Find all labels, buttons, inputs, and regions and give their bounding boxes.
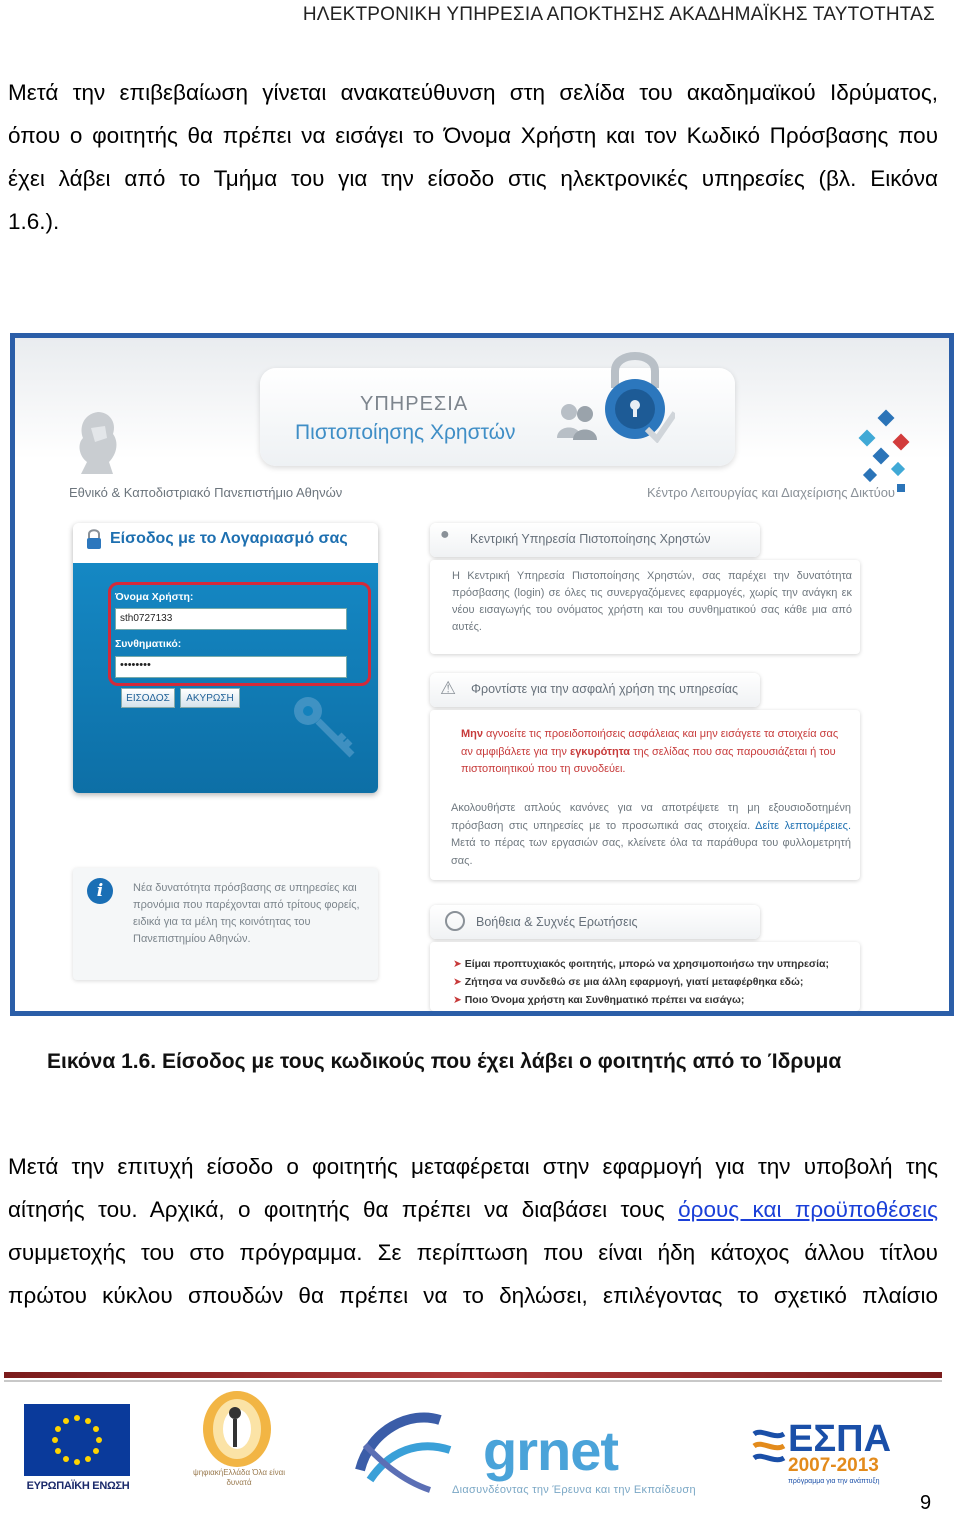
warning-icon: ⚠	[440, 678, 457, 698]
eu-label: ΕΥΡΩΠΑΪΚΗ ΕΝΩΣΗ	[26, 1480, 130, 1492]
warning-emphasis: εγκυρότητα	[569, 745, 631, 758]
grnet-logo-icon	[350, 1400, 460, 1500]
paragraph-line: Μετά την επιτυχή είσοδο ο φοιτητής μεταφέρεται στην εφαρμογή για την υποβολή της	[8, 1154, 938, 1179]
arrow-icon: ➤	[453, 958, 465, 970]
arrow-icon: ➤	[453, 994, 465, 1006]
info-text: Νέα δυνατότητα πρόσβασης σε υπηρεσίες και προνόμια που παρέχονται από τρίτους φορείς, ειδικά για τα μέλη της κοινότητας του Πανεπιστημίου Αθηνών.	[133, 882, 360, 945]
paragraph-line: πρώτου κύκλου σπουδών θα πρέπει να το δηλώσει, επιλέγοντας το σχετικό πλαίσιο	[8, 1283, 938, 1308]
password-input[interactable]: ••••••••	[115, 656, 347, 678]
password-label: Συνθηματικό:	[115, 638, 182, 650]
safety-title: Φροντίστε για την ασφαλή χρήση της υπηρεσίας	[471, 682, 738, 696]
lock-icon	[85, 528, 103, 550]
users-icon	[555, 400, 600, 440]
details-link[interactable]: Δείτε λεπτομέρειες.	[755, 819, 851, 832]
service-title-line2: Πιστοποίησης Χρηστών	[295, 421, 516, 444]
paragraph-line	[8, 1188, 938, 1231]
espa-logo	[752, 1420, 892, 1498]
espa-subtitle: πρόγραμμα για την ανάπτυξη	[788, 1478, 880, 1485]
username-label: Όνομα Χρήστη:	[115, 591, 194, 603]
safety-warning-text	[461, 726, 841, 779]
footer-divider-thin	[4, 1380, 942, 1382]
document-header: ΗΛΕΚΤΡΟΝΙΚΗ ΥΠΗΡΕΣΙΑ ΑΠΟΚΤΗΣΗΣ ΑΚΑΔΗΜΑΪΚΗΣ ΤΑΥΤΟΤΗΤΑΣ	[302, 4, 935, 25]
login-title: Είσοδος με το Λογαριασμό σας	[110, 530, 348, 547]
cancel-button[interactable]: ΑΚΥΡΩΣΗ	[180, 688, 240, 708]
login-button[interactable]: ΕΙΣΟΔΟΣ	[121, 688, 175, 708]
help-icon	[445, 911, 465, 931]
warning-text-part: της σελίδας που σας παρουσιάζεται ή του πιστοποιητικού που τη συνοδεύει.	[461, 745, 836, 775]
network-center-name: Κέντρο Λειτουργίας και Διαχείρισης Δικτύου	[647, 485, 896, 500]
espa-years: 2007-2013	[788, 1455, 879, 1476]
faq-item-text: Ποιο Όνομα χρήστη και Συνθηματικό πρέπει να εισάγω;	[464, 994, 745, 1006]
paragraph-line: Μετά την επιβεβαίωση γίνεται ανακατεύθυνση στη σελίδα του ακαδημαϊκού Ιδρύματος,	[8, 80, 938, 105]
safety-rules-text	[451, 800, 851, 870]
padlock-icon	[595, 343, 675, 443]
login-screenshot-figure	[10, 333, 954, 1016]
warning-emphasis: Μην	[461, 728, 483, 740]
paragraph-text: αίτησής του. Αρχικά, ο φοιτητής θα πρέπει να διαβάσει τους	[8, 1197, 679, 1222]
body-paragraph	[8, 1145, 938, 1317]
footer-divider	[4, 1372, 942, 1378]
faq-item[interactable]	[453, 976, 853, 988]
terms-link[interactable]: όρους και προϋποθέσεις	[678, 1197, 938, 1222]
paragraph-line: 1.6.).	[8, 209, 60, 234]
paragraph-line: συμμετοχής του στο πρόγραμμα. Σε περίπτωση που είναι ήδη κάτοχος άλλου τίτλου	[8, 1240, 938, 1265]
faq-item-text: Ζήτησα να συνδεθώ σε μια άλλη εφαρμογή, γιατί μεταφέρθηκα εδώ;	[464, 976, 804, 988]
key-icon	[290, 693, 360, 763]
faq-item[interactable]	[453, 958, 853, 970]
username-input[interactable]: sth0727133	[115, 608, 347, 630]
faq-item-text: Είμαι προπτυχιακός φοιτητής, μπορώ να χρησιμοποιήσω την υπηρεσία;	[464, 958, 829, 970]
safety-rules-part: Μετά το πέρας των εργασιών σας, κλείνετε όλα τα παράθυρα του φυλλομετρητή σας.	[451, 837, 851, 867]
faq-item[interactable]	[453, 994, 853, 1006]
paragraph-line: όπου ο φοιτητής θα πρέπει να εισάγει το Όνομα Χρήστη και τον Κωδικό Πρόσβασης που	[8, 123, 938, 148]
grnet-wordmark: grnet	[483, 1419, 618, 1482]
grnet-tagline: Διασυνδέοντας την Έρευνα και την Εκπαίδευση	[452, 1484, 696, 1496]
digital-greece-logo-icon	[195, 1385, 280, 1470]
espa-waves-icon	[752, 1426, 786, 1472]
figure-caption: Εικόνα 1.6. Είσοδος με τους κωδικούς που έχει λάβει ο φοιτητής από το Ίδρυμα	[47, 1050, 842, 1073]
university-logo-icon	[73, 408, 123, 478]
info-icon: i	[87, 878, 113, 904]
safety-rules-part: Ακολουθήστε απλούς κανόνες για να αποτρέψετε τη μη εξουσιοδοτημένη πρόσβαση στις υπηρεσίες με το προσωπικά σας στοιχεία.	[451, 802, 851, 832]
user-icon: ●	[440, 526, 450, 543]
central-service-title: Κεντρική Υπηρεσία Πιστοποίησης Χρηστών	[470, 532, 711, 546]
digital-greece-label: ψηφιακήΕλλάδα Όλα είναι δυνατά	[193, 1468, 285, 1487]
faq-title: Βοήθεια & Συχνές Ερωτήσεις	[476, 915, 638, 929]
page-number: 9	[920, 1492, 932, 1514]
paragraph-line: έχει λάβει από το Τμήμα του για την είσοδο στις ηλεκτρονικές υπηρεσίες (βλ. Εικόνα	[8, 166, 938, 191]
espa-title: ΕΣΠΑ	[788, 1418, 892, 1460]
central-service-text: Η Κεντρική Υπηρεσία Πιστοποίησης Χρηστών, σας παρέχει την δυνατότητα πρόσβασης (login) σε όλες τις συνεργαζόμενες εφαρμογές, χωρίς την ανάγκη εκ νέου εισαγωγής του ονόματος χρήστη και του συνθηματικού σας κάθε μια από αυτές.	[452, 570, 852, 633]
arrow-icon: ➤	[453, 976, 465, 988]
eu-flag-icon	[24, 1404, 130, 1476]
service-title-line1: ΥΠΗΡΕΣΙΑ	[360, 393, 469, 415]
university-name: Εθνικό & Καποδιστριακό Πανεπιστήμιο Αθηνών	[69, 485, 343, 500]
warning-text-part: αγνοείτε τις προειδοποιήσεις ασφάλειας και μην εισάγετε τα στοιχεία σας αν αμφιβάλετε για την	[461, 728, 839, 758]
intro-paragraph	[8, 71, 938, 243]
